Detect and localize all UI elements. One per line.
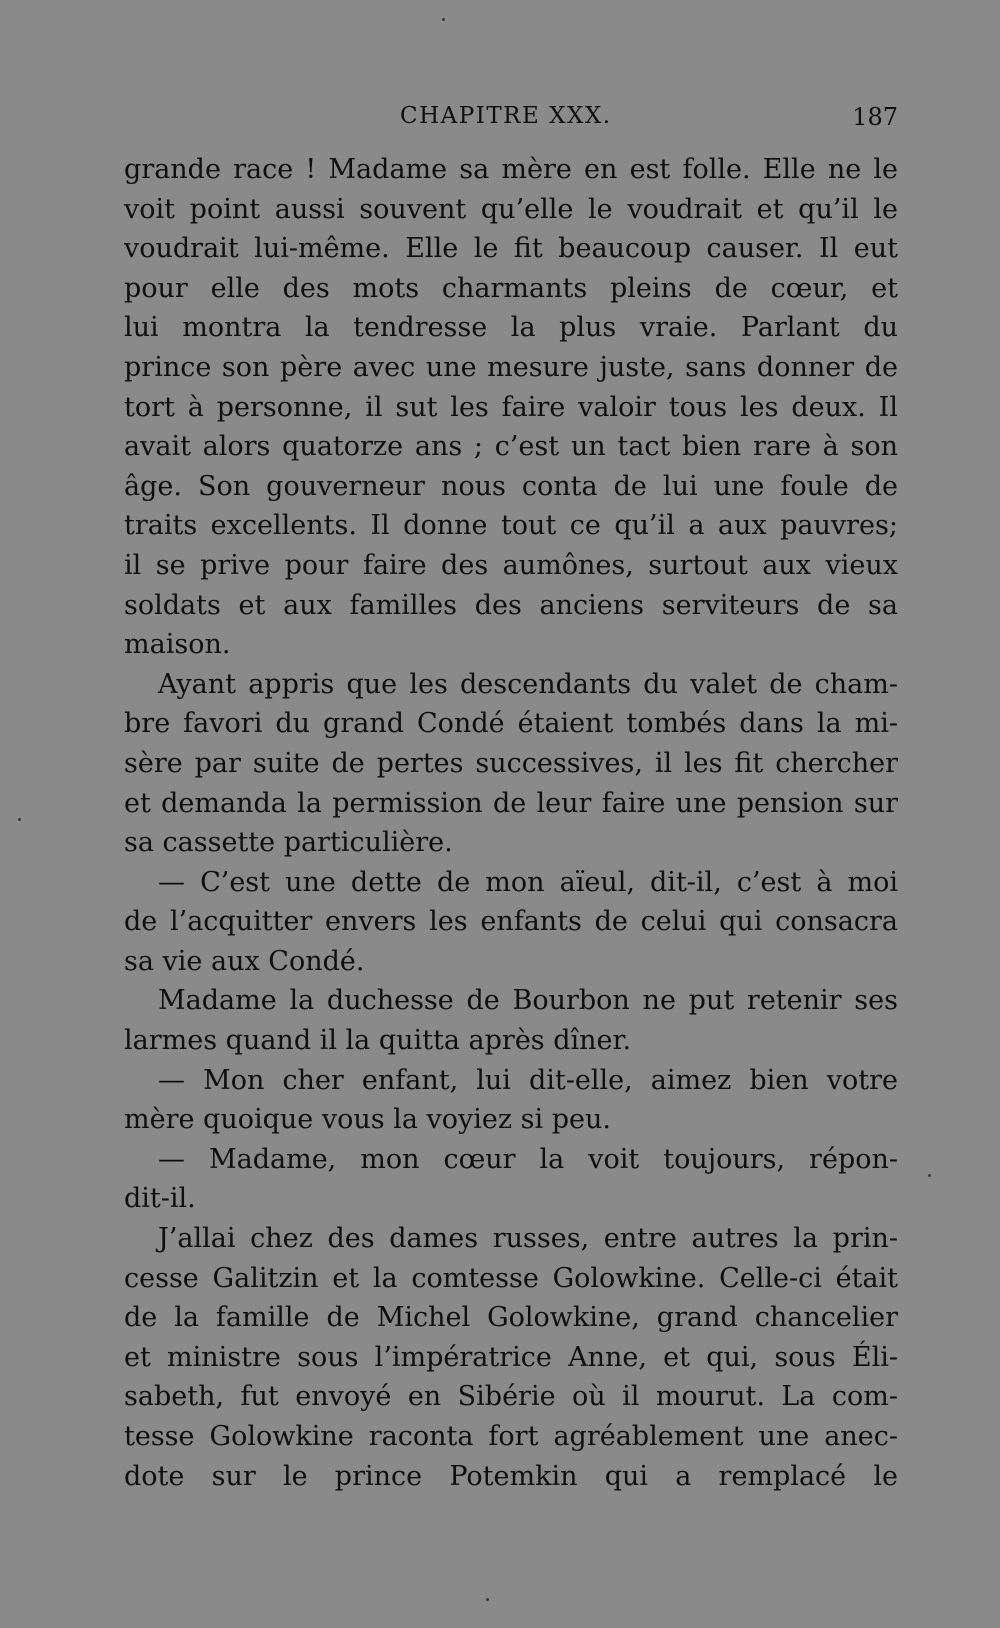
text-line: de la famille de Michel Golowkine, grand chancelier <box>124 1302 898 1334</box>
text-line: sère par suite de pertes successives, il les fit chercher <box>124 747 898 779</box>
text-line: dote sur le prince Potemkin qui a remplacé le <box>124 1460 898 1492</box>
text-line: J’allai chez des dames russes, entre autres la prin- <box>158 1223 898 1255</box>
text-line: soldats et aux familles des anciens serviteurs de sa <box>124 589 898 621</box>
scan-speck <box>442 18 445 21</box>
text-line: traits excellents. Il donne tout ce qu’il a aux pauvres; <box>124 510 898 542</box>
text-line: dit-il. <box>124 1183 196 1215</box>
text-line: — Mon cher enfant, lui dit-elle, aimez bien votre <box>158 1064 898 1096</box>
text-line: — Madame, mon cœur la voit toujours, répon- <box>158 1143 898 1175</box>
text-line: avait alors quatorze ans ; c’est un tact bien rare à son <box>124 431 898 463</box>
scan-speck <box>928 1174 931 1177</box>
text-line: voit point aussi souvent qu’elle le voudrait et qu’il le <box>124 193 898 225</box>
scan-speck <box>18 818 21 821</box>
page-header <box>124 103 898 133</box>
text-line: sabeth, fut envoyé en Sibérie où il mourut. La com- <box>124 1381 898 1413</box>
running-head: CHAPITRE XXX. <box>400 103 612 129</box>
text-line: et demanda la permission de leur faire une pension sur <box>124 787 898 819</box>
text-line: tesse Golowkine raconta fort agréablement une anec- <box>124 1421 898 1452</box>
page-number: 187 <box>852 103 898 131</box>
text-line: sa cassette particulière. <box>124 827 453 859</box>
text-line: et ministre sous l’impératrice Anne, et qui, sous Éli- <box>124 1341 898 1373</box>
text-line: voudrait lui-même. Elle le fit beaucoup causer. Il eut <box>124 233 898 265</box>
text-line: grande race ! Madame sa mère en est folle. Elle ne le <box>124 154 898 185</box>
text-line: — C’est une dette de mon aïeul, dit-il, c’est à moi <box>158 866 898 898</box>
text-line: bre favori du grand Condé étaient tombés dans la mi- <box>124 708 898 740</box>
text-line: tort à personne, il sut les faire valoir tous les deux. Il <box>124 391 898 423</box>
text-line: de l’acquitter envers les enfants de celui qui consacra <box>124 906 898 938</box>
text-line: larmes quand il la quitta après dîner. <box>124 1025 632 1057</box>
text-line: Ayant appris que les descendants du valet de cham- <box>158 668 898 700</box>
text-line: âge. Son gouverneur nous conta de lui une foule de <box>124 470 898 502</box>
text-line: sa vie aux Condé. <box>124 945 365 977</box>
text-line: pour elle des mots charmants pleins de cœur, et <box>124 272 898 304</box>
text-line: lui montra la tendresse la plus vraie. Parlant du <box>124 312 898 344</box>
text-line: maison. <box>124 629 231 661</box>
text-line: mère quoique vous la voyiez si peu. <box>124 1104 611 1136</box>
text-line: Madame la duchesse de Bourbon ne put retenir ses <box>158 985 898 1017</box>
text-line: cesse Galitzin et la comtesse Golowkine. Celle-ci était <box>124 1262 898 1294</box>
text-line: il se prive pour faire des aumônes, surtout aux vieux <box>124 549 898 581</box>
text-line: prince son père avec une mesure juste, sans donner de <box>124 351 898 383</box>
scan-speck <box>486 1598 489 1601</box>
body-text <box>124 150 898 1496</box>
